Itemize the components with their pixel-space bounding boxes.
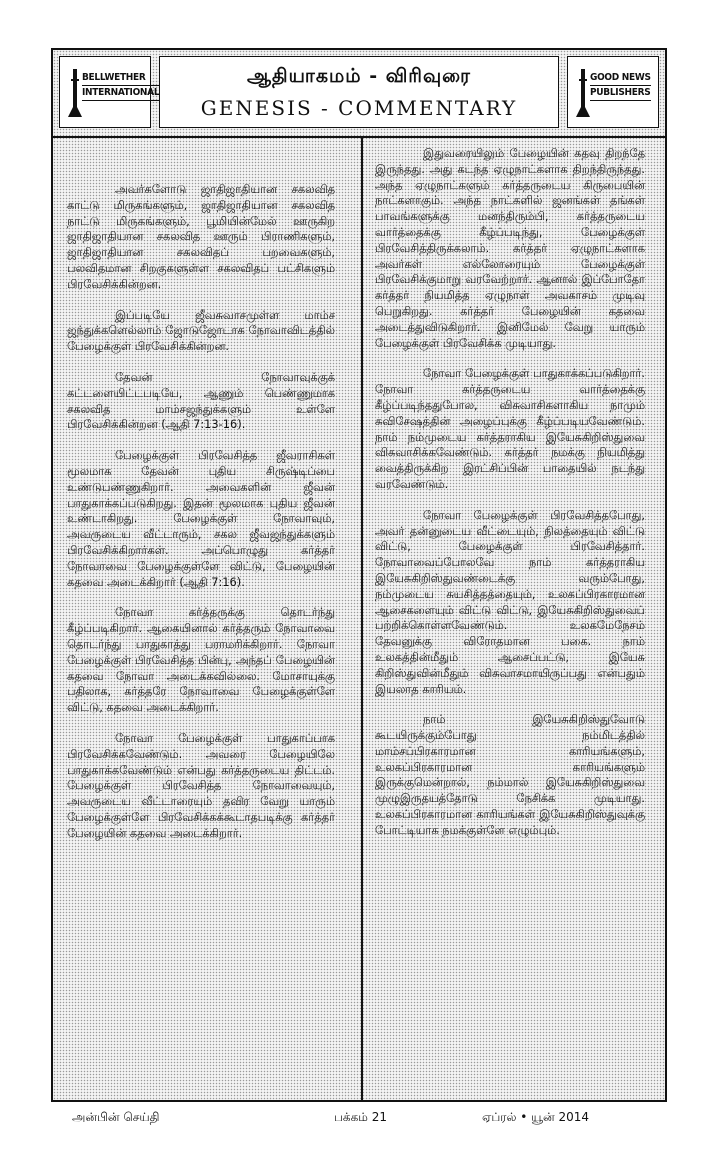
- paragraph: பேழைக்குள் பிரவேசித்த ஜீவராசிகள் மூலமாக தேவன் புதிய சிருஷ்டிப்பை உண்டுபண்ணுகிறார். அவைகளின் ஜீவன் பாதுகாக்கப்படுகிறது. இதன் மூலமாக புதிய ஜீவன் உண்டாகிறது. பேழைக்குள் நோவாவும், அவருடைய வீட்டாரும், சகல ஜீவஜந்துக்களும் பிரவேசிக்கிறார்கள். அப்பொழுது கர்த்தர் நோவாவை பேழைக்குள்ளே விட்டு, பேழையின் கதவை அடைக்கிறார் (ஆதி 7:16).: [67, 448, 335, 589]
- paragraph: இப்படியே ஜீவசுவாசமுள்ள மாம்ச ஜந்துக்களெல்லாம் ஜோடுஜோடாக நோவாவிடத்தில் பேழைக்குள் பிரவேசிக்கின்றன.: [67, 307, 335, 354]
- logo-line-2: PUBLISHERS: [590, 86, 651, 101]
- paragraph: நாம் இயேசுகிறிஸ்துவோடு கூடயிருக்கும்போது நம்மிடத்தில் மாம்சப்பிரகாரமான காரியங்களும், உலகப்பிரகாரமான காரியங்களும் இருக்குமென்றால், நம்மால் இயேசுகிறிஸ்துவை முழுஇருதயத்தோடு நேசிக்க முடியாது. உலகப்பிரகாரமான காரியங்கள் இயேசுகிறிஸ்துவுக்கு போட்டியாக நமக்குள்ளே எழும்பும்.: [375, 712, 645, 837]
- paragraph: இதுவரையிலும் பேழையின் கதவு திறந்தே இருந்தது. அது கடந்த ஏழுநாட்களாக திறந்திருந்தது. அந்த ஏழுநாட்களும் கர்த்தருடைய கிருபையின் நாட்களாகும். அந்த நாட்களில் ஜனங்கள் தங்கள் பாவங்களுக்கு மனந்திரும்பி, கர்த்தருடைய வார்த்தைக்கு கீழ்ப்படிந்து, பேழைக்குள் பிரவேசித்திருக்கலாம். கர்த்தர் ஏழுநாட்களாக அவர்கள் எல்லோரையும் பேழைக்குள் பிரவேசிக்குமாறு வரவேற்றார். ஆனால் இப்போதோ கர்த்தர் நியமித்த ஏழுநாள் அவகாசம் முடிவு பெறுகிறது. கர்த்தர் பேழையின் கதவை அடைத்துவிடுகிறார். இனிமேல் வேறு யாரும் பேழைக்குள் பிரவேசிக்க முடியாது.: [375, 146, 645, 350]
- footer-issue-date: ஏப்ரல் • யூன் 2014: [482, 1110, 590, 1124]
- left-column: [67, 182, 335, 856]
- title-tamil: ஆதியாகமம் - விரிவுரை: [247, 65, 471, 87]
- logo-line-2: INTERNATIONAL: [82, 86, 159, 101]
- paragraph: நோவா பேழைக்குள் பிரவேசித்தபோது, அவர் தன்னுடைய வீட்டையும், நிலத்தையும் விட்டு விட்டு, பேழைக்குள் பிரவேசித்தார். நோவாவைப்போலவே நாம் கர்த்தராகிய இயேசுகிறிஸ்துவண்டைக்கு வரும்போது, நம்முடைய சுயசித்தத்தையும், உலகப்பிரகாரமான ஆசைகளையும் விட்டு விட்டு, இயேசுகிறிஸ்துவைப் பற்றிக்கொள்ளவேண்டும். உலகமேநேசம் தேவனுக்கு விரோதமான பகை. நாம் உலகத்தின்மீதும் ஆசைப்பட்டு, இயேசு கிறிஸ்துவின்மீதும் விசுவாசமாயிருப்பது என்பதும் இயலாத காரியம்.: [375, 507, 645, 696]
- right-column: [375, 146, 645, 854]
- tower-icon: [576, 69, 590, 117]
- paragraph: நோவா பேழைக்குள் பாதுகாப்பாக பிரவேசிக்கவேண்டும். அவரை பேழையிலே பாதுகாக்கவேண்டும் என்பது கர்த்தருடைய திட்டம். பேழைக்குள் பிரவேசித்த நோவாவையும், அவருடைய வீட்டாரையும் தவிர வேறு யாரும் பேழைக்குள்ளே பிரவேசிக்கக்கூடாதபடிக்கு கர்த்தர் பேழையின் கதவை அடைக்கிறார்.: [67, 730, 335, 840]
- good-news-logo: [567, 56, 659, 128]
- title-english: GENESIS - COMMENTARY: [200, 96, 518, 120]
- page-header: [53, 50, 665, 138]
- footer-magazine-name: அன்பின் செய்தி: [72, 1110, 160, 1124]
- bellwether-logo: [59, 56, 160, 128]
- column-divider: [361, 136, 363, 1100]
- logo-line-1: GOOD NEWS: [590, 71, 651, 86]
- paragraph: நோவா கர்த்தருக்கு தொடர்ந்து கீழ்ப்படிகிறார். ஆகையினால் கர்த்தரும் நோவாவை தொடர்ந்து பாதுகாத்து பராமரிக்கிறார். நோவா பேழைக்குள் பிரவேசித்த பின்பு, அந்தப் பேழையின் கதவை நோவா அடைக்கவில்லை. மோசாயுக்கு பதிலாக, கர்த்தரே நோவாவை பேழைக்குள்ளே விட்டு, கதவை அடைக்கிறார்.: [67, 605, 335, 715]
- title-box: [159, 56, 559, 128]
- paragraph: தேவன் நோவாவுக்குக் கட்டளையிட்டபடியே, ஆணும் பெண்ணுமாக சகலவித மாம்சஜந்துக்களும் உள்ளே பிரவேசிக்கின்றன (ஆதி 7:13-16).: [67, 369, 335, 432]
- footer-page-number: பக்கம் 21: [334, 1110, 388, 1124]
- page-frame: [51, 48, 667, 1102]
- logo-line-1: BELLWETHER: [82, 71, 159, 86]
- paragraph: அவர்களோடு ஜாதிஜாதியான சகலவித காட்டு மிருகங்களும், ஜாதிஜாதியான சகலவித நாட்டு மிருகங்களும், பூமியின்மேல் ஊருகிற ஜாதிஜாதியான சகலவித ஊரும் பிராணிகளும், ஜாதிஜாதியான சகலவிதப் பறவைகளும், பலவிதமான சிறகுகளுள்ள சகலவிதப் பட்சிகளும் பிரவேசிக்கின்றன.: [67, 182, 335, 291]
- paragraph: நோவா பேழைக்குள் பாதுகாக்கப்படுகிறார். நோவா கர்த்தருடைய வார்த்தைக்கு கீழ்ப்படிந்ததுபோல, விசுவாசிகளாகிய நாமும் சுவிசேஷத்தின் அழைப்புக்கு கீழ்ப்படியவேண்டும். நாம் நம்முடைய கர்த்தராகிய இயேசுகிறிஸ்துவை விசுவாசிக்கவேண்டும். கர்த்தர் நமக்கு நியமித்து வைத்திருக்கிற இரட்சிப்பின் பாதையில் நடந்து வரவேண்டும்.: [375, 366, 645, 491]
- tower-icon: [68, 69, 82, 117]
